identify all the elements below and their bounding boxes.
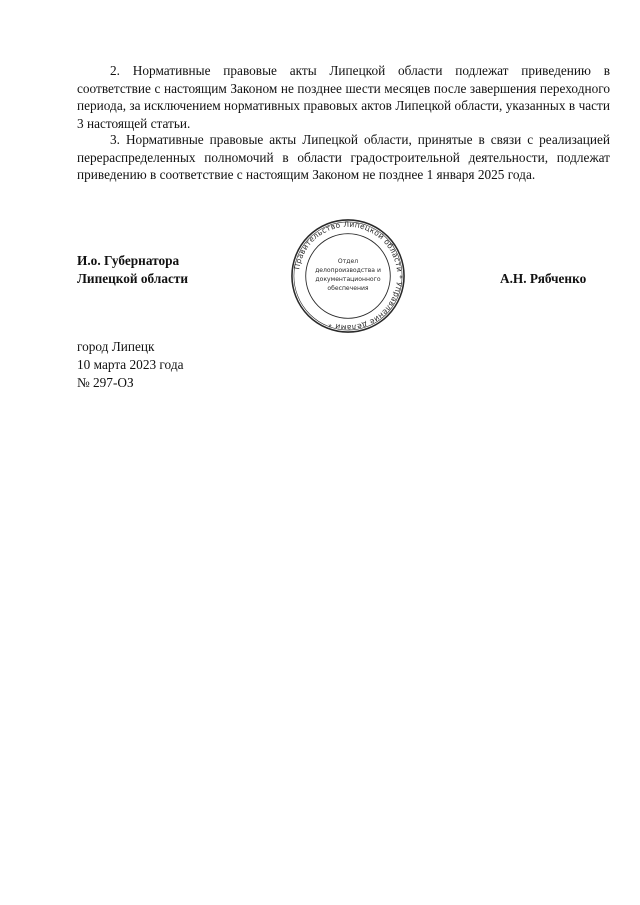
document-footer (77, 338, 184, 392)
signatory-title (77, 252, 188, 288)
adoption-date: 10 марта 2023 года (77, 357, 184, 372)
law-number: № 297-ОЗ (77, 375, 134, 390)
signatory-title-line-1: И.о. Губернатора (77, 253, 180, 268)
city: город Липецк (77, 339, 155, 354)
signatory-name: А.Н. Рябченко (500, 271, 587, 286)
paragraph-2: 2. Нормативные правовые акты Липецкой области подлежат приведению в соответствие с настоящим Законом не позднее шести месяцев после завершения переходного периода, за исключением нормативных правовых актов Липецкой области, указанных в части 3 настоящей статьи. (77, 63, 610, 131)
seal-outer-text: Правительство Липецкой области * Управление делами * (292, 219, 405, 333)
seal-inner-line-2: делопроизводства и (315, 267, 381, 275)
seal-inner-line-3: документационного (315, 275, 381, 283)
signatory-title-line-2: Липецкой области (77, 271, 189, 286)
seal-inner-line-4: обеспечения (327, 284, 369, 292)
seal-inner-line-1: Отдел (337, 258, 359, 266)
paragraph-3: 3. Нормативные правовые акты Липецкой области, принятые в связи с реализацией перераспределенных полномочий в области градостроительной деятельности, подлежат приведению в соответствие с настоящим Законом не позднее 1 января 2025 года. (77, 132, 610, 182)
official-seal-stamp (289, 217, 407, 335)
